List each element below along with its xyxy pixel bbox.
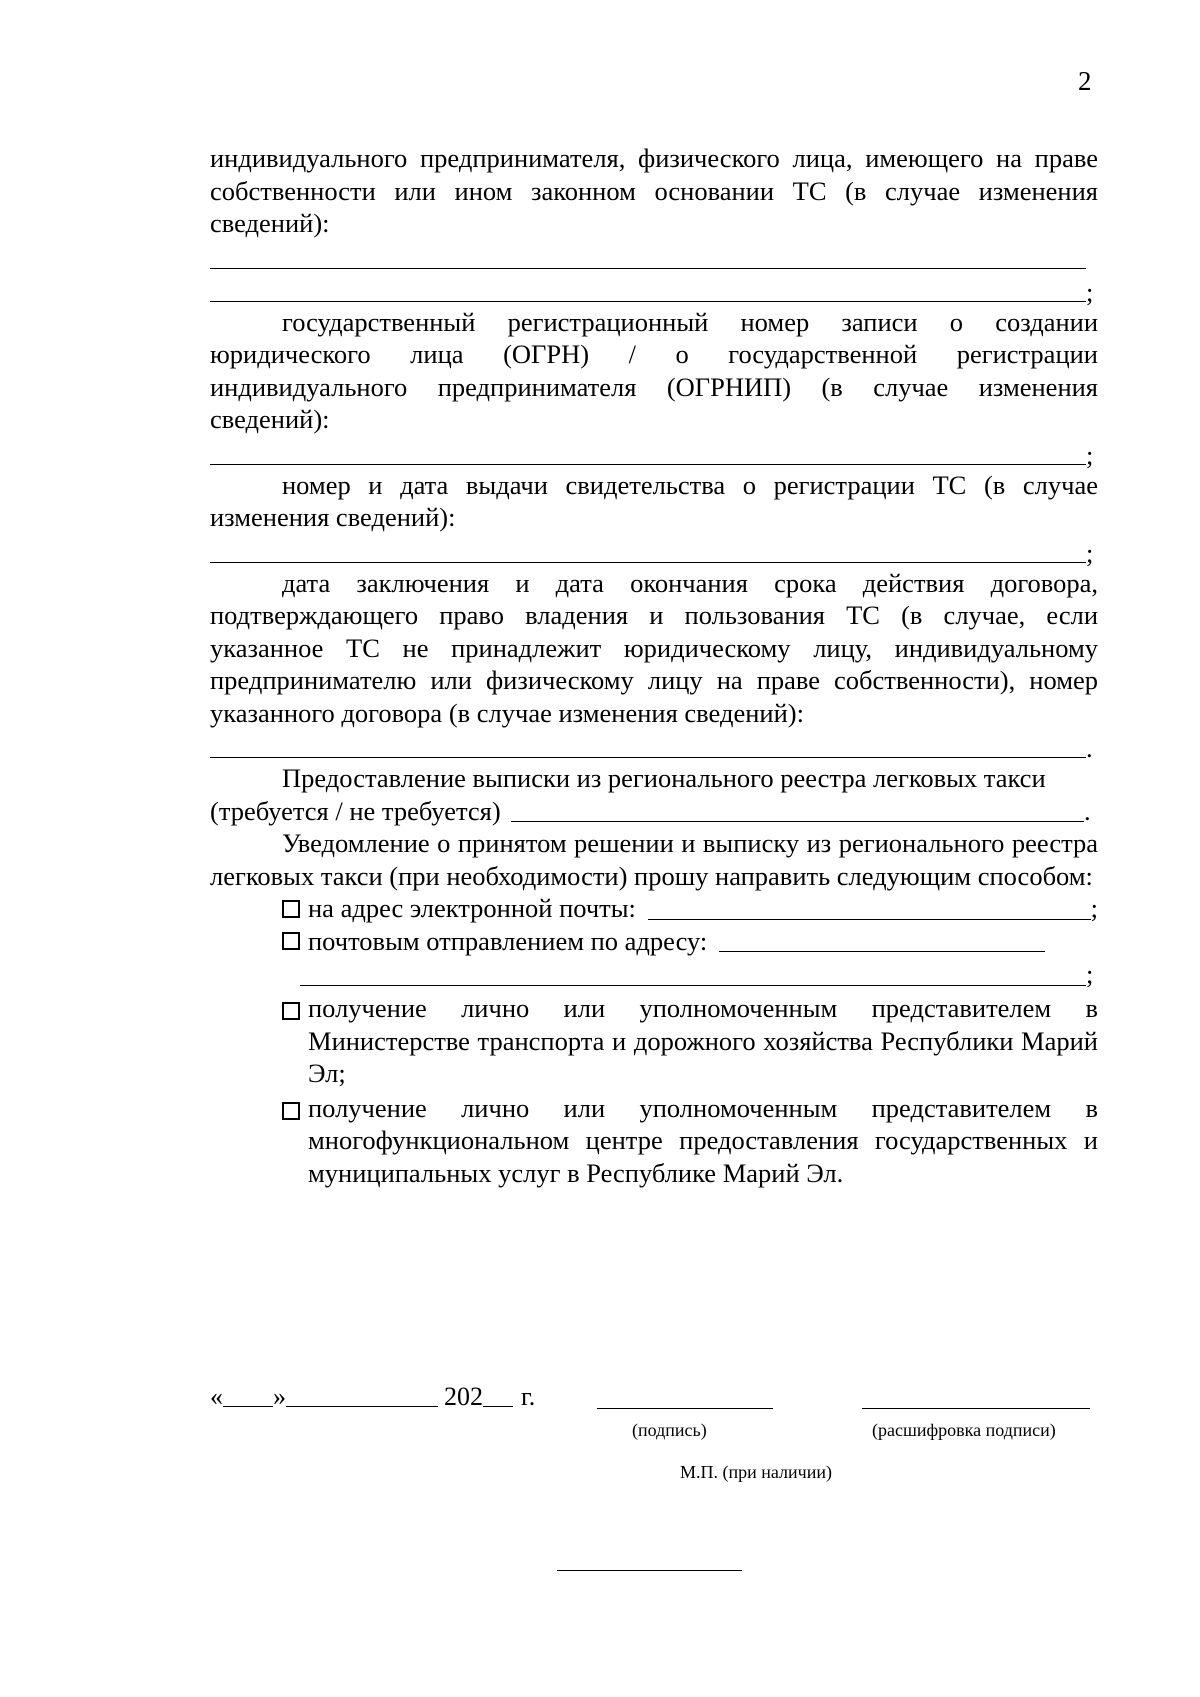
email-field[interactable] — [648, 919, 1091, 920]
line-punctuation: . — [1086, 733, 1093, 763]
option-post — [210, 925, 1098, 958]
ministry-checkbox[interactable] — [282, 1002, 300, 1020]
ministry-label: получение лично или уполномоченным представителем в Министерстве транспорта и дорожного хозяйства Республики Марий Эл; — [308, 993, 1098, 1088]
owner-info-line-2[interactable] — [210, 273, 1098, 306]
signature-decoding-caption: (расшифровка подписи) — [872, 1420, 1056, 1440]
signature-decoding-field[interactable] — [862, 1408, 1090, 1409]
fill-line — [210, 562, 1086, 563]
ogrn-line[interactable] — [210, 436, 1098, 469]
owner-info-line-1[interactable] — [210, 240, 1098, 273]
option-mfc — [210, 1092, 1098, 1190]
email-checkbox[interactable] — [282, 900, 300, 918]
line-punctuation: ; — [1086, 537, 1094, 568]
line-punctuation: ; — [1090, 893, 1098, 923]
date-field — [210, 1378, 535, 1412]
line-punctuation: ; — [1086, 276, 1094, 307]
fill-line — [210, 268, 1086, 269]
year-field[interactable] — [483, 1406, 513, 1407]
post-checkbox[interactable] — [282, 932, 300, 950]
option-ministry — [210, 992, 1098, 1090]
mfc-checkbox[interactable] — [282, 1102, 300, 1120]
certificate-paragraph: номер и дата выдачи свидетельства о регистрации ТС (в случае изменения сведений): — [210, 469, 1098, 532]
open-quote: « — [210, 1382, 223, 1411]
option-email — [210, 892, 1098, 925]
email-label: на адрес электронной почты: — [308, 893, 636, 923]
certificate-line[interactable] — [210, 534, 1098, 567]
extract-paragraph: Предоставление выписки из регионального реестра легковых такси — [282, 763, 1046, 793]
contract-line[interactable] — [210, 729, 1098, 762]
fill-line — [210, 757, 1086, 758]
line-punctuation: ; — [1086, 439, 1094, 470]
year-suffix: г. — [521, 1382, 536, 1411]
extract-required-row — [210, 795, 1098, 828]
mfc-label: получение лично или уполномоченным представителем в многофункциональном центре предоставления государственных и муниципальных услуг в Республике Марий Эл. — [308, 1092, 1098, 1188]
notification-paragraph: Уведомление о принятом решении и выписку из регионального реестра легковых такси (при необходимости) прошу направить следующим способом: — [210, 828, 1098, 891]
fill-line — [210, 464, 1086, 465]
end-rule — [557, 1570, 742, 1571]
signature-field[interactable] — [597, 1408, 773, 1409]
form-body — [210, 142, 1098, 1189]
line-punctuation: ; — [1086, 958, 1094, 989]
year-prefix: 202 — [444, 1382, 483, 1411]
owner-info-paragraph: индивидуального предпринимателя, физического лица, имеющего на праве собственности или ином законном основании ТС (в случае изменения сведений): — [210, 143, 1098, 238]
post-label: почтовым отправлением по адресу: — [308, 925, 708, 956]
signature-caption: (подпись) — [632, 1420, 707, 1440]
post-address-line-2[interactable] — [210, 957, 1098, 990]
contract-paragraph: дата заключения и дата окончания срока действия договора, подтверждающего право владения и пользования ТС (в случае, если указанное ТС не принадлежит юридическому лицу, индивидуальному предпринимателю или физическому лицу на праве собственности), номер указанного договора (в случае изменения сведений): — [210, 567, 1098, 728]
page-number: 2 — [1078, 66, 1092, 96]
line-punctuation: . — [1084, 795, 1091, 826]
fill-line — [210, 301, 1086, 302]
ogrn-paragraph: государственный регистрационный номер записи о создании юридического лица (ОГРН) / о государственной регистрации индивидуального предпринимателя (ОГРНИП) (в случае изменения сведений): — [210, 306, 1098, 434]
signature-block — [210, 1378, 1098, 1518]
stamp-note: М.П. (при наличии) — [680, 1462, 832, 1482]
post-address-field[interactable] — [719, 951, 1045, 952]
extract-required-field[interactable] — [511, 821, 1084, 822]
extract-required-label: (требуется / не требуется) — [210, 795, 501, 826]
day-field[interactable] — [223, 1406, 273, 1407]
month-field[interactable] — [286, 1406, 438, 1407]
close-quote: » — [273, 1382, 286, 1411]
fill-line — [300, 985, 1086, 986]
